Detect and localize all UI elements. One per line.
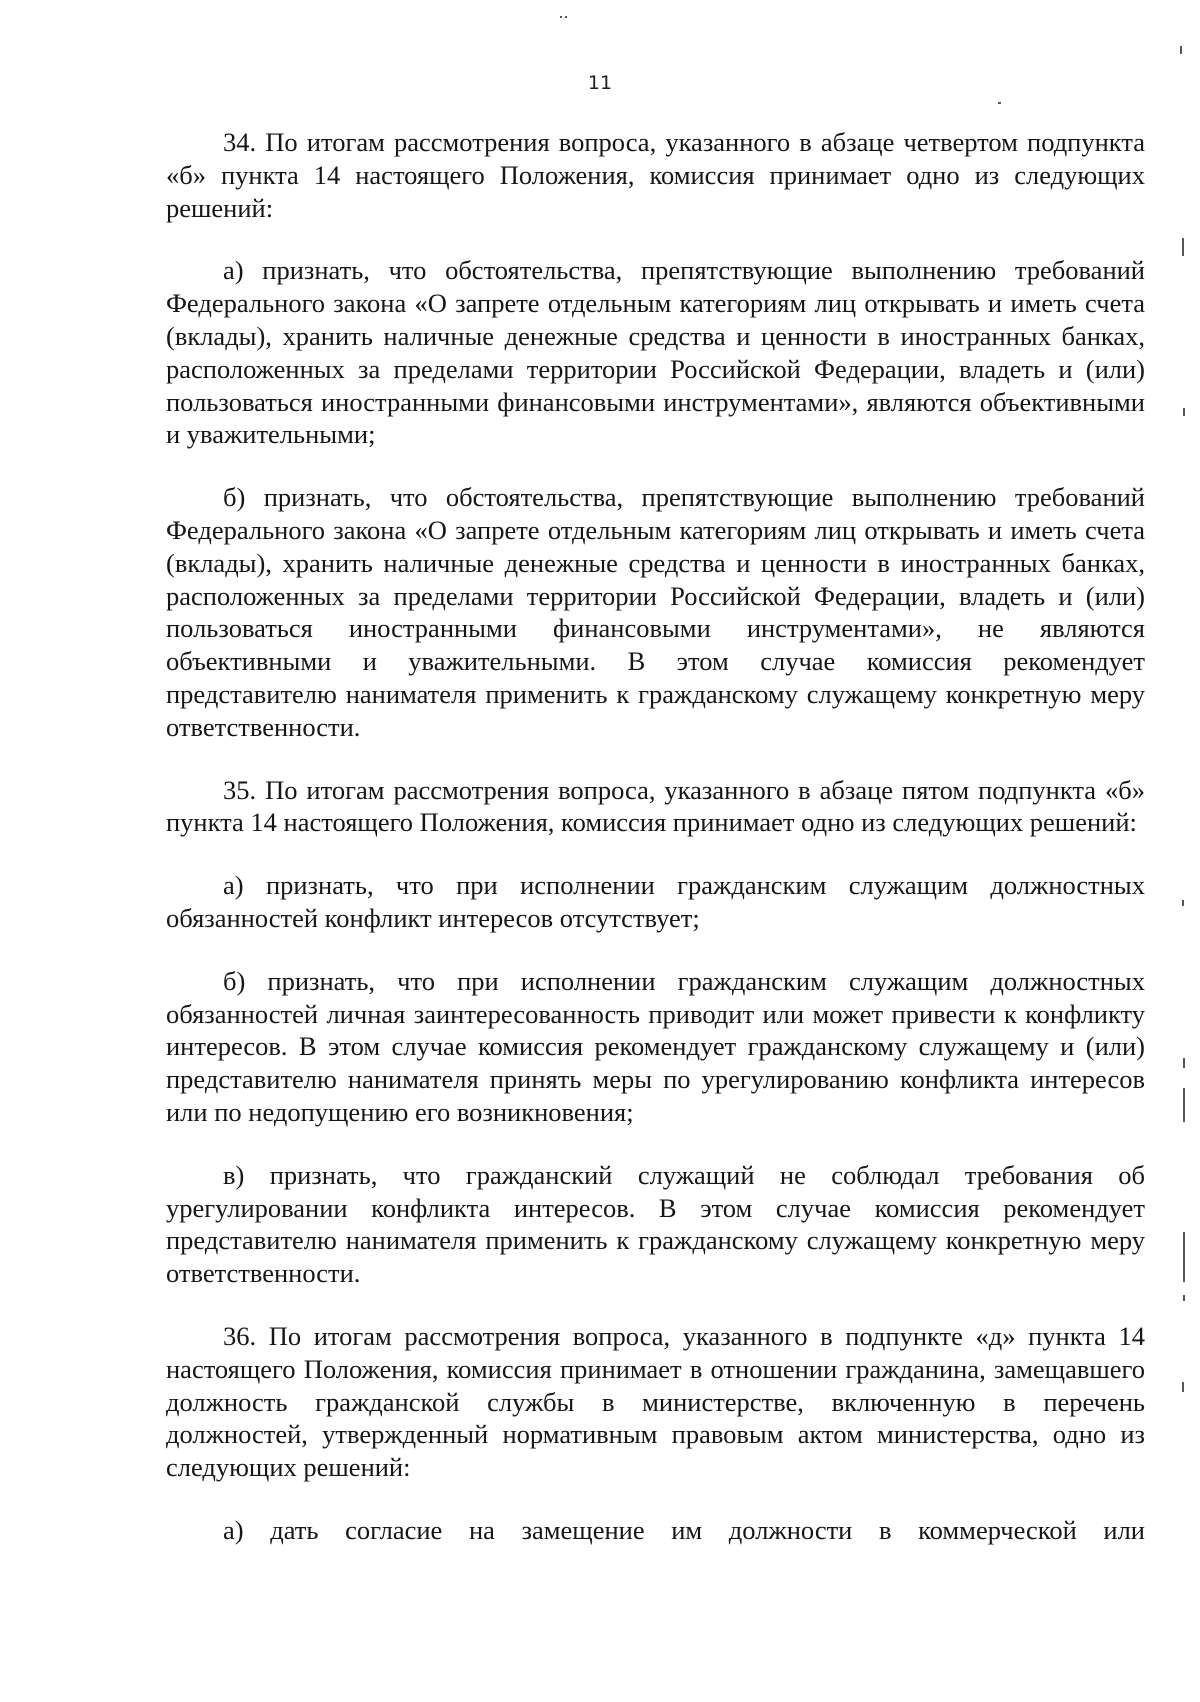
- paragraph-35-item-b: б) признать, что при исполнении гражданским служащим должностных обязанностей личная заинтересованность приводит или может привести к конфликту интересов. В этом случае комиссия рекомендует гражданскому служащему и (или) представителю нанимателя принять меры по урегулированию конфликта интересов или по недопущению его возникновения;: [166, 965, 1145, 1127]
- scan-artifact: [1182, 238, 1184, 256]
- scan-artifact: [1183, 408, 1185, 416]
- paragraph-36-item-a: а) дать согласие на замещение им должности в коммерческой или: [223, 1514, 1145, 1545]
- paragraph-34: 34. По итогам рассмотрения вопроса, указанного в абзаце четвертом подпункта «б» пункта 14 настоящего Положения, комиссия принимает одно из следующих решений:: [166, 127, 1145, 223]
- paragraph-35-item-a: а) признать, что при исполнении гражданским служащим должностных обязанностей конфликт интересов отсутствует;: [166, 870, 1145, 933]
- paragraph-35-item-c: в) признать, что гражданский служащий не соблюдал требования об урегулировании конфликта интересов. В этом случае комиссия рекомендует представителю нанимателя применить к гражданскому служащему конкретную меру ответственности.: [166, 1159, 1145, 1289]
- paragraph-34-item-a: а) признать, что обстоятельства, препятствующие выполнению требований Федерального закона «О запрете отдельным категориям лиц открывать и иметь счета (вклады), хранить наличные денежные средства и ценности в иностранных банках, расположенных за пределами территории Российской Федерации, владеть и (или) пользоваться иностранными финансовыми инструментами», являются объективными и уважительными;: [166, 255, 1145, 450]
- paragraph-35: 35. По итогам рассмотрения вопроса, указанного в абзаце пятом подпункта «б» пункта 14 настоящего Положения, комиссия принимает одно из следующих решений:: [166, 774, 1145, 838]
- scan-artifact: [1182, 1382, 1184, 1392]
- page-number: 11: [587, 72, 613, 94]
- scan-artifact: [1183, 1058, 1185, 1068]
- document-body: [166, 126, 1145, 1547]
- scan-artifact: [1182, 900, 1184, 906]
- scan-artifact: [1180, 46, 1182, 54]
- paragraph-34-item-b: б) признать, что обстоятельства, препятствующие выполнению требований Федерального закона «О запрете отдельным категориям лиц открывать и иметь счета (вклады), хранить наличные денежные средства и ценности в иностранных банках, расположенных за пределами территории Российской Федерации, владеть и (или) пользоваться иностранными финансовыми инструментами», не являются объективными и уважительными. В этом случае комиссия рекомендует представителю нанимателя применить к гражданскому служащему конкретную меру ответственности.: [166, 482, 1145, 742]
- scan-artifact: [1183, 1232, 1185, 1282]
- scan-artifact: [560, 16, 562, 18]
- scan-artifact: [998, 102, 1001, 104]
- scan-artifact: [1183, 1088, 1185, 1122]
- paragraph-36: 36. По итогам рассмотрения вопроса, указанного в подпункте «д» пункта 14 настоящего Положения, комиссия принимает в отношении гражданина, замещавшего должность гражданской службы в министерстве, включенную в перечень должностей, утвержденный нормативным правовым актом министерства, одно из следующих решений:: [166, 1320, 1145, 1483]
- scan-artifact: [565, 16, 567, 18]
- scan-artifact: [1183, 1295, 1185, 1301]
